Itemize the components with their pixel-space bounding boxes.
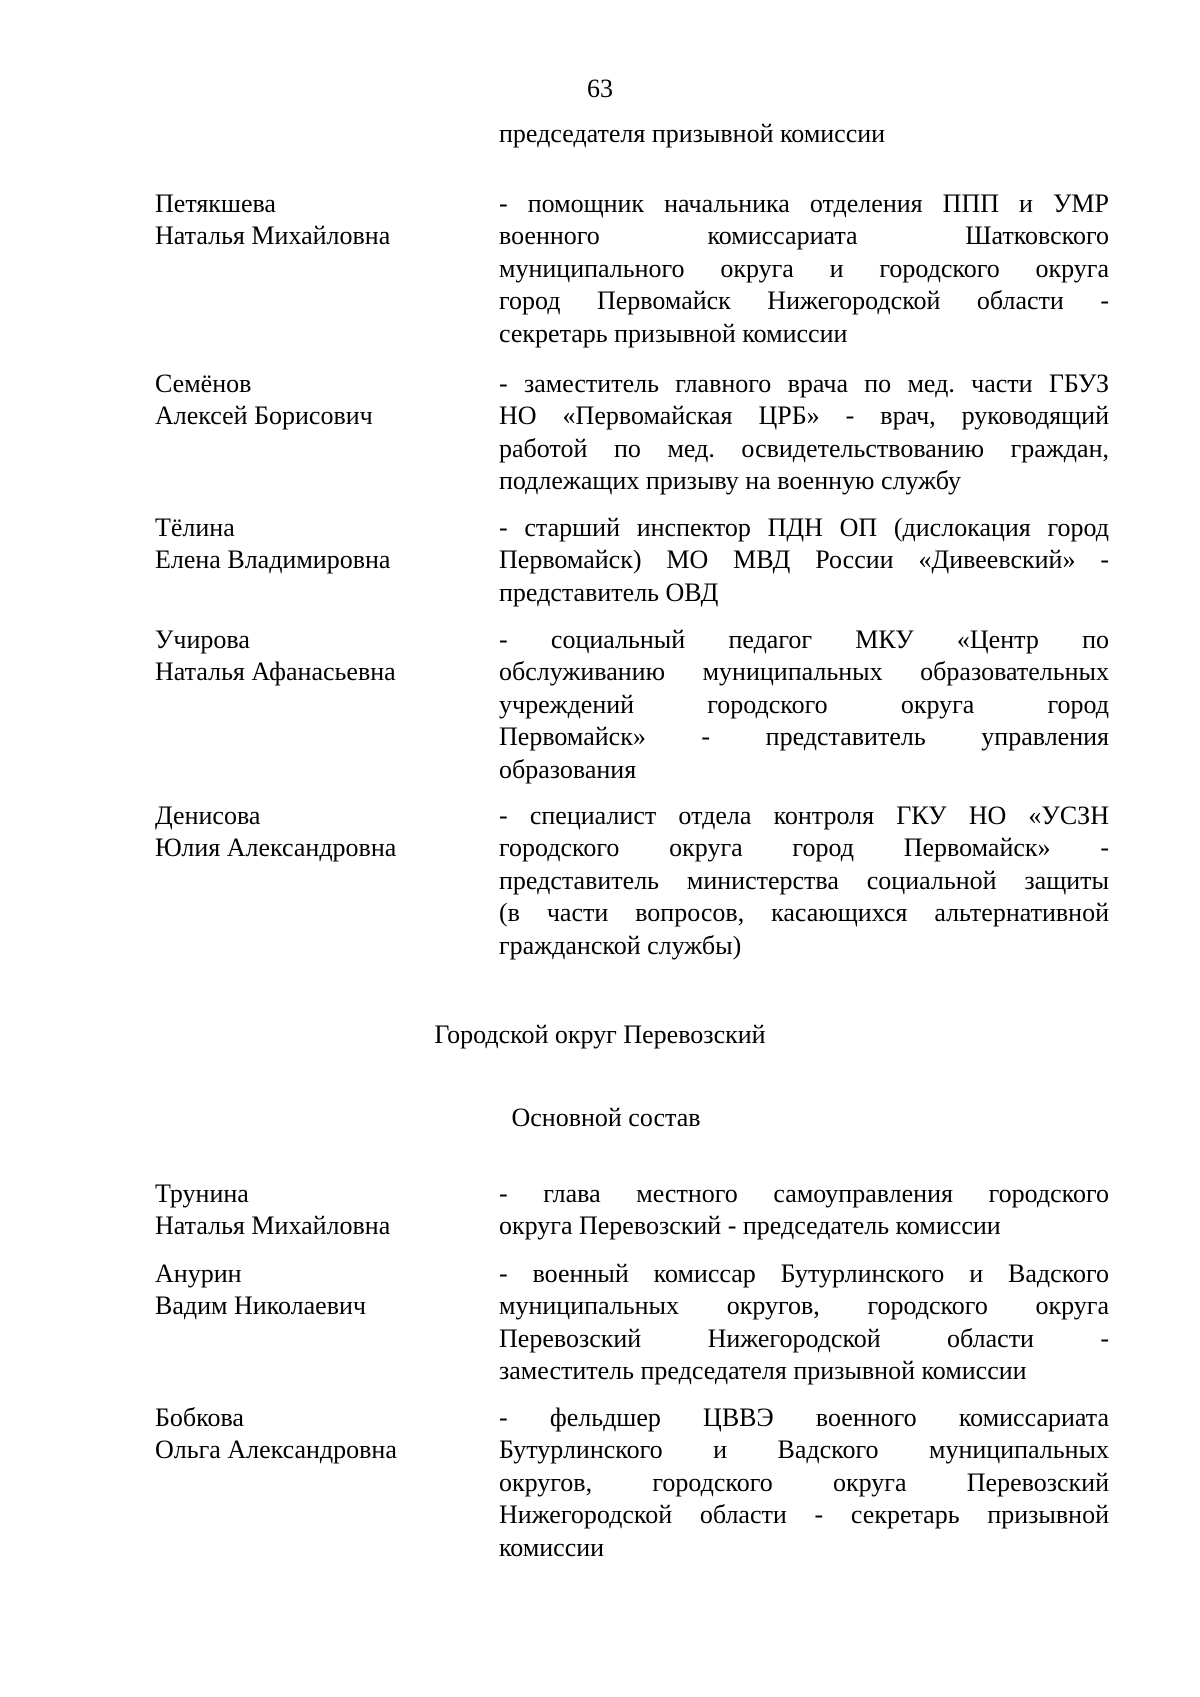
member-name xyxy=(155,368,485,433)
member-surname: Семёнов xyxy=(155,369,252,398)
member-name xyxy=(155,188,485,253)
role-line: - военный комиссар Бутурлинского и Вадского xyxy=(499,1259,1109,1288)
composition-heading: Основной состав xyxy=(511,1103,701,1132)
role-line: обслуживанию муниципальных образовательных xyxy=(499,657,1109,687)
role-line: - заместитель главного врача по мед. части ГБУЗ xyxy=(499,369,1109,398)
member-name xyxy=(155,1178,485,1243)
role-line: образования xyxy=(499,754,637,784)
member-given-name: Ольга Александровна xyxy=(155,1435,397,1465)
member-role xyxy=(499,1258,1109,1388)
role-line: городского округа город Первомайск» - xyxy=(499,833,1109,863)
role-line: город Первомайск Нижегородской области - xyxy=(499,286,1109,316)
member-surname: Учирова xyxy=(155,625,250,654)
role-line: комиссии xyxy=(499,1532,605,1562)
member-surname: Тёлина xyxy=(155,513,235,542)
role-line: муниципальных округов, городского округа xyxy=(499,1291,1109,1321)
role-line: - фельдшер ЦВВЭ военного комиссариата xyxy=(499,1403,1109,1432)
page-number: 63 xyxy=(587,74,613,103)
role-line: - социальный педагог МКУ «Центр по xyxy=(499,625,1109,654)
member-surname: Бобкова xyxy=(155,1403,244,1432)
member-surname: Анурин xyxy=(155,1259,242,1288)
continuation-line: председателя призывной комиссии xyxy=(499,119,886,148)
role-line: Перевозский Нижегородской области - xyxy=(499,1323,1109,1353)
role-line: муниципального округа и городского округа xyxy=(499,253,1109,283)
member-surname: Денисова xyxy=(155,801,261,830)
role-line: - глава местного самоуправления городского xyxy=(499,1179,1109,1208)
member-name xyxy=(155,800,485,865)
member-role xyxy=(499,624,1109,786)
member-name xyxy=(155,512,485,577)
role-line: секретарь призывной комиссии xyxy=(499,318,848,348)
member-given-name: Алексей Борисович xyxy=(155,401,373,431)
member-role xyxy=(499,800,1109,962)
role-line: заместитель председателя призывной комиссии xyxy=(499,1356,1027,1386)
role-line: - специалист отдела контроля ГКУ НО «УСЗН xyxy=(499,801,1109,830)
role-line: Первомайск) МО МВД России «Дивеевский» - xyxy=(499,545,1109,575)
member-role xyxy=(499,188,1109,350)
role-line: гражданской службы) xyxy=(499,930,742,960)
member-surname: Петякшева xyxy=(155,189,276,218)
role-line: представитель министерства социальной защиты xyxy=(499,865,1109,895)
role-line: - старший инспектор ПДН ОП (дислокация город xyxy=(499,513,1109,542)
member-given-name: Елена Владимировна xyxy=(155,545,391,575)
member-role xyxy=(499,1402,1109,1564)
role-line: учреждений городского округа город xyxy=(499,689,1109,719)
member-role xyxy=(499,1178,1109,1243)
member-given-name: Вадим Николаевич xyxy=(155,1291,366,1321)
role-line: - помощник начальника отделения ППП и УМР xyxy=(499,189,1109,218)
member-given-name: Наталья Михайловна xyxy=(155,221,391,251)
member-surname: Трунина xyxy=(155,1179,249,1208)
role-line: округа Перевозский - председатель комиссии xyxy=(499,1211,1001,1241)
role-line: Нижегородской области - секретарь призывной xyxy=(499,1500,1109,1530)
role-line: подлежащих призыву на военную службу xyxy=(499,466,961,496)
role-line: Первомайск» - представитель управления xyxy=(499,722,1109,752)
member-role xyxy=(499,368,1109,498)
role-line: округов, городского округа Перевозский xyxy=(499,1467,1109,1497)
role-line: (в части вопросов, касающихся альтернативной xyxy=(499,898,1109,928)
role-line: представитель ОВД xyxy=(499,577,719,607)
member-name xyxy=(155,1258,485,1323)
member-role xyxy=(499,512,1109,609)
role-line: НО «Первомайская ЦРБ» - врач, руководящий xyxy=(499,401,1109,431)
role-line: военного комиссариата Шатковского xyxy=(499,221,1109,251)
member-given-name: Наталья Михайловна xyxy=(155,1211,391,1241)
member-given-name: Юлия Александровна xyxy=(155,833,397,863)
member-name xyxy=(155,1402,485,1467)
member-given-name: Наталья Афанасьевна xyxy=(155,657,396,687)
district-heading: Городской округ Перевозский xyxy=(434,1020,766,1049)
member-name xyxy=(155,624,485,689)
role-line: работой по мед. освидетельствованию граждан, xyxy=(499,433,1109,463)
role-line: Бутурлинского и Вадского муниципальных xyxy=(499,1435,1109,1465)
